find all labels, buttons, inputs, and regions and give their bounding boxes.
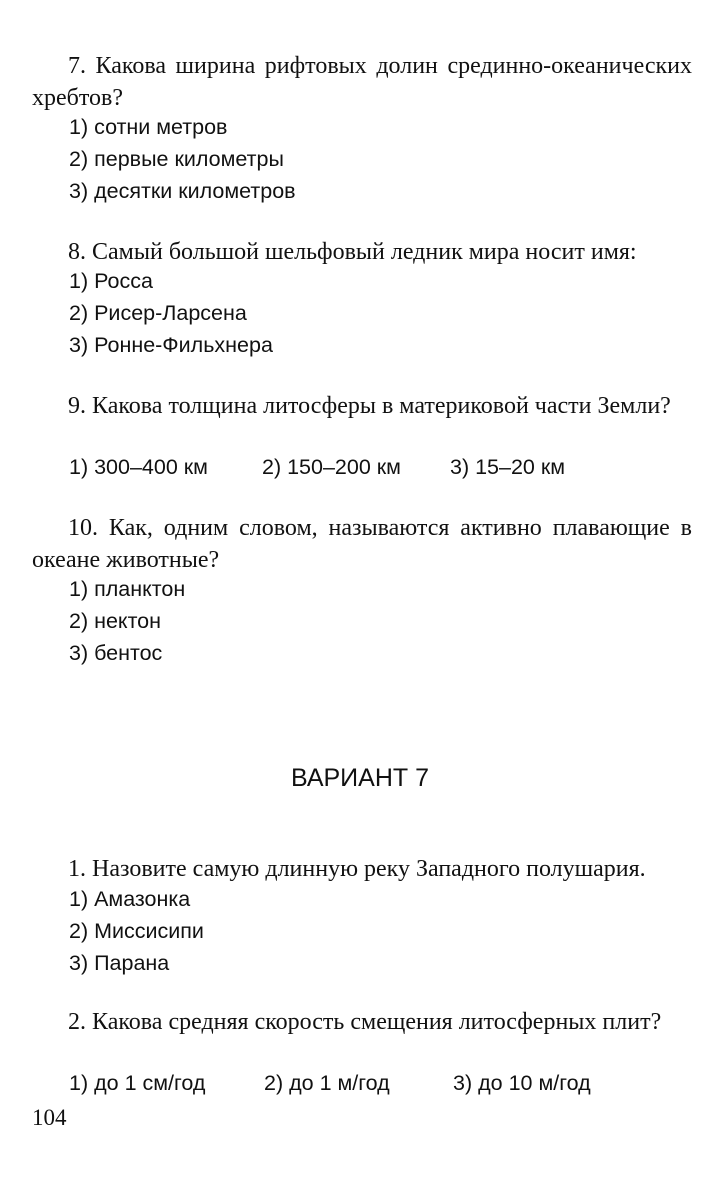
variant7-question-2-option-1: 1) до 1 см/год: [69, 1071, 206, 1095]
variant7-question-2-text: 2. Какова средняя скорость смещения литосферных плит?: [68, 1009, 662, 1035]
question-7-text: 7. Какова ширина рифтовых долин срединно-океанических хребтов?: [32, 53, 692, 111]
question-8-option-2: 2) Рисер-Ларсена: [69, 301, 247, 325]
variant7-question-1-text: 1. Назовите самую длинную реку Западного полушария.: [68, 856, 646, 882]
section-heading: ВАРИАНТ 7: [290, 764, 429, 792]
question-10-text: 10. Как, одним словом, называются активно плавающие в океане животные?: [32, 515, 692, 573]
variant7-question-2-option-3: 3) до 10 м/год: [453, 1071, 591, 1095]
question-7-option-2: 2) первые километры: [69, 147, 284, 171]
question-9-option-1: 1) 300–400 км: [69, 455, 208, 479]
question-7-option-1: 1) сотни метров: [69, 115, 228, 139]
question-9-option-2: 2) 150–200 км: [262, 455, 401, 479]
question-9-option-3: 3) 15–20 км: [450, 455, 566, 479]
question-9-text: 9. Какова толщина литосферы в материковой части Земли?: [68, 393, 671, 419]
page-number: 104: [32, 1105, 67, 1130]
variant7-question-2-option-2: 2) до 1 м/год: [264, 1071, 390, 1095]
question-8-option-3: 3) Ронне-Фильхнера: [69, 333, 273, 357]
question-8-option-1: 1) Росса: [69, 269, 153, 293]
variant7-question-1-option-3: 3) Парана: [69, 951, 170, 975]
variant7-question-1-option-2: 2) Миссисипи: [69, 919, 204, 943]
question-10-option-2: 2) нектон: [69, 609, 162, 633]
question-7-option-3: 3) десятки километров: [69, 179, 296, 203]
question-10-option-3: 3) бентос: [69, 641, 163, 665]
question-10-option-1: 1) планктон: [69, 577, 186, 601]
question-8-text: 8. Самый большой шельфовый ледник мира носит имя:: [68, 239, 637, 265]
variant7-question-1-option-1: 1) Амазонка: [69, 887, 191, 911]
